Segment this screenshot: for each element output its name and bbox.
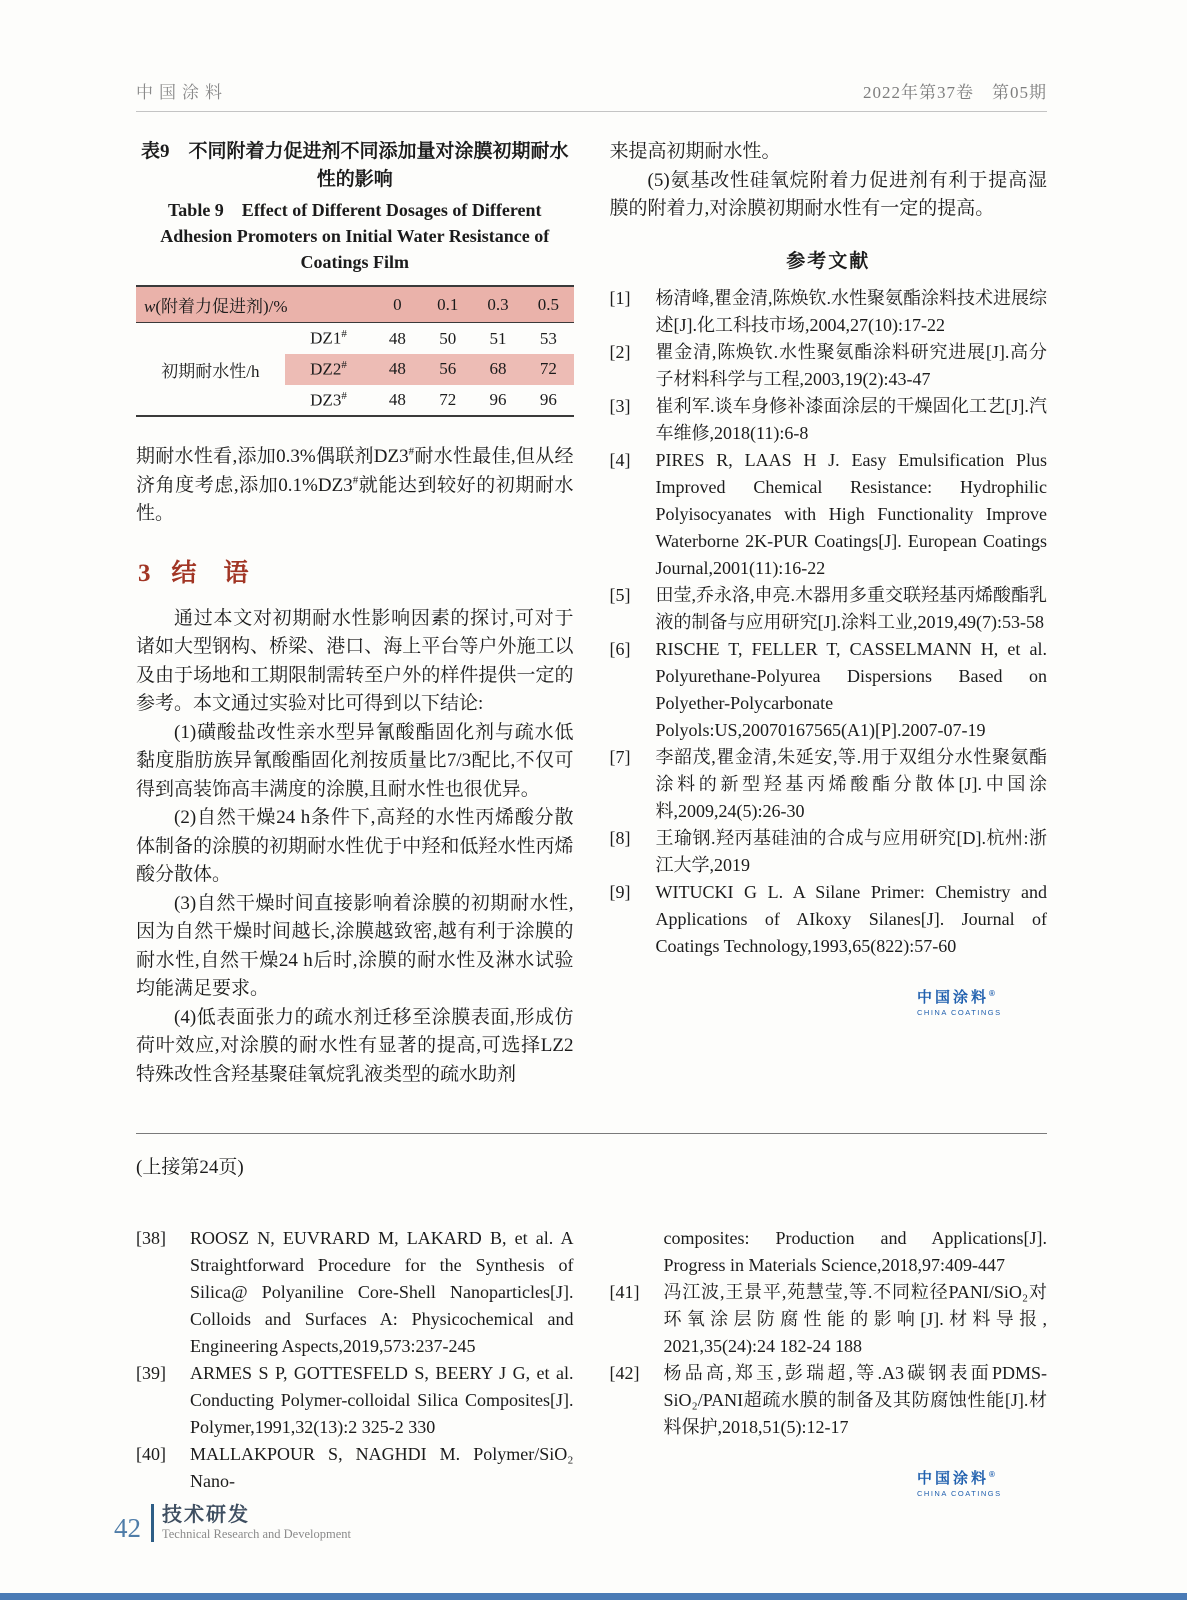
reference-text: ROOSZ N, EUVRARD M, LAKARD B, et al. A Straightforward Procedure for the Synthesis of Silica@ Polyaniline Core-Shell Nanoparticles[J]. Colloids and Surfaces A: Physicochemical and Engineering Aspects,2019,573:237-245 [190, 1228, 574, 1357]
table9-header-rest: (附着力促进剂)/% [155, 297, 288, 317]
table9-header-row [136, 286, 574, 323]
reference-item [136, 1360, 574, 1441]
section-heading-conclusion [138, 553, 574, 589]
reference-number [610, 1225, 664, 1279]
left-column [136, 138, 574, 1089]
reference-number: [41] [609, 1282, 640, 1303]
table9-sample [285, 323, 373, 354]
sample-name: DZ1 [310, 329, 342, 349]
header-divider [136, 111, 1047, 112]
table9-sample [285, 385, 373, 417]
table9-title-en: Table 9 Effect of Different Dosages of Different Adhesion Promoters on Initial Water Resistance of Coatings Film [160, 200, 550, 273]
reference-item [610, 1225, 1048, 1279]
table-cell: 48 [388, 390, 406, 410]
reference-text: PIRES R, LAAS H J. Easy Emulsification Plus Improved Chemical Resistance: Hydrophilic Polyisocyanates with High Functionality Improve Waterborne 2K-PUR Coatings[J]. European Coatings Journal,2001(11):16-22 [655, 449, 1047, 578]
reference-number: [1] [609, 287, 631, 308]
section-number: 3 [138, 559, 152, 587]
reference-item [610, 1279, 1048, 1360]
section-title: 结 语 [171, 559, 250, 587]
reference-number: [8] [609, 827, 631, 848]
table-cell: 68 [473, 354, 523, 385]
table-cell: 51 [489, 328, 507, 348]
paragraph-closing: 期耐水性看,添加0.3%偶联剂DZ3#耐水性最佳,但从经济角度考虑,添加0.1%DZ3#就能达到较好的初期耐水性。 [136, 446, 574, 525]
table9-dosage: 0.3 [473, 286, 523, 323]
reference-item [610, 879, 1048, 960]
right-column [610, 138, 1048, 1089]
journal-name: 中国涂料 [136, 83, 228, 102]
reference-number: [6] [609, 638, 631, 659]
continuation-left-column [136, 1225, 574, 1498]
reference-item [610, 1360, 1048, 1441]
continuation-right-column [610, 1225, 1048, 1498]
china-coatings-logo [917, 986, 1027, 1017]
table9-group-label: 初期耐水性/h [161, 361, 260, 381]
continuation-references [136, 1225, 1047, 1498]
reference-text: 杨清峰,瞿金清,陈焕钦.水性聚氨酯涂料技术进展综述[J].化工科技市场,2004,27(10):17-22 [655, 287, 1047, 335]
reference-item [610, 582, 1048, 636]
reference-text: 瞿金清,陈焕钦.水性聚氨酯涂料研究进展[J].高分子材料科学与工程,2003,19(2):43-47 [655, 341, 1047, 389]
registered-mark-icon: ® [989, 988, 995, 998]
paragraph-point-4: (4)低表面张力的疏水剂迁移至涂膜表面,形成仿荷叶效应,对涂膜的耐水性有显著的提高,可选择LZ2特殊改性含羟基聚硅氧烷乳液类型的疏水助剂 [136, 1006, 574, 1085]
reference-text: 田莹,乔永洛,申亮.木器用多重交联羟基丙烯酸酯乳液的制备与应用研究[J].涂料工业,2019,49(7):53-58 [655, 584, 1047, 632]
reference-item [136, 1441, 574, 1495]
reference-number: [40] [136, 1444, 166, 1465]
table-cell: 96 [539, 390, 557, 410]
logo-zh-text [917, 986, 1027, 1007]
reference-text: 王瑜钢.羟丙基硅油的合成与应用研究[D].杭州:浙江大学,2019 [655, 827, 1047, 875]
reference-number: [38] [136, 1228, 166, 1249]
reference-item [610, 744, 1048, 825]
logo-zh-text [917, 1467, 1027, 1488]
table9-dosage: 0 [372, 286, 422, 323]
footer-section-zh: 技术研发 [162, 1504, 250, 1526]
reference-text: 李韶茂,瞿金清,朱延安,等.用于双组分水性聚氨酯涂料的新型羟基丙烯酸酯分散体[J].中国涂料,2009,24(5):26-30 [655, 746, 1047, 821]
reference-text: 杨品高,郑玉,彭瑞超,等.A3碳钢表面PDMS-SiO₂/PANI超疏水膜的制备及其防腐蚀性能[J].材料保护,2018,51(5):12-17 [663, 1363, 1047, 1438]
paragraph-point-5: (5)氨基改性硅氧烷附着力促进剂有利于提高湿膜的附着力,对涂膜初期耐水性有一定的提高。 [609, 169, 1047, 219]
reference-number: [5] [609, 584, 631, 605]
table-row [136, 323, 574, 354]
reference-list [610, 1225, 1048, 1441]
reference-item [610, 447, 1048, 582]
paragraph-point-4-continuation: 来提高初期耐水性。 [609, 141, 781, 162]
table-cell: 72 [523, 354, 573, 385]
reference-item [610, 339, 1048, 393]
reference-text: 冯江波,王景平,苑慧莹,等.不同粒径PANI/SiO₂对环氧涂层防腐性能的影响[J].材料导报, 2021,35(24):24 182-24 188 [663, 1282, 1047, 1357]
references-heading: 参考文献 [786, 250, 871, 272]
reference-number: [3] [609, 395, 631, 416]
reference-number: [39] [136, 1363, 166, 1384]
reference-item [610, 285, 1048, 339]
table-cell: 72 [439, 390, 457, 410]
paragraph-conclusion-intro: 通过本文对初期耐水性影响因素的探讨,可对于诸如大型钢构、桥梁、港口、海上平台等户外施工以及由于场地和工期限制需转至户外的样件提供一定的参考。本文通过实验对比可得到以下结论: [136, 607, 574, 715]
reference-number: [42] [609, 1363, 640, 1384]
continuation-note: (上接第24页) [136, 1157, 244, 1179]
reference-number: [9] [609, 881, 631, 902]
table-cell: 48 [372, 354, 422, 385]
sup-mark: # [341, 359, 347, 372]
table9-dosage: 0.5 [523, 286, 573, 323]
reference-item [610, 636, 1048, 744]
issue-info: 2022年第37卷 第05期 [863, 83, 1047, 102]
reference-item [610, 393, 1048, 447]
reference-number: [4] [609, 449, 631, 470]
continuation-divider [136, 1133, 1047, 1134]
reference-text: RISCHE T, FELLER T, CASSELMANN H, et al. Polyurethane-Polyurea Dispersions Based on Polyether-Polycarbonate Polyols:US,20070167565(A1)[P].2007-07-19 [655, 638, 1047, 740]
table9-dosage: 0.1 [423, 286, 473, 323]
reference-text: WITUCKI G L. A Silane Primer: Chemistry and Applications of AIkoxy Silanes[J]. Journal of Coatings Technology,1993,65(822):57-60 [655, 881, 1047, 956]
table9-sample [285, 354, 373, 385]
table-cell: 53 [539, 328, 557, 348]
sup-mark: # [341, 328, 347, 341]
table-cell: 56 [423, 354, 473, 385]
paragraph-point-1: (1)磺酸盐改性亲水型异氰酸酯固化剂与疏水低黏度脂肪族异氰酸酯固化剂按质量比7/3配比,不仅可得到高装饰高丰满度的涂膜,且耐水性也很优异。 [136, 721, 574, 800]
table9-title-zh: 表9 不同附着力促进剂不同添加量对涂膜初期耐水性的影响 [140, 141, 569, 190]
page-header [136, 78, 1047, 103]
paragraph-point-2: (2)自然干燥24 h条件下,高羟的水性丙烯酸分散体制备的涂膜的初期耐水性优于中羟和低羟水性丙烯酸分散体。 [136, 807, 574, 886]
logo-zh-label: 中国涂料 [917, 1470, 990, 1488]
reference-item [610, 825, 1048, 879]
reference-number: [7] [609, 746, 631, 767]
page-footer [114, 1504, 351, 1542]
table9-header-label [136, 286, 372, 323]
bottom-accent-bar [0, 1593, 1187, 1600]
paragraph-point-3: (3)自然干燥时间直接影响着涂膜的初期耐水性,因为自然干燥时间越长,涂膜越致密,越有利于涂膜的耐水性,自然干燥24 h后时,涂膜的耐水性及淋水试验均能满足要求。 [136, 892, 574, 1000]
reference-text: MALLAKPOUR S, NAGHDI M. Polymer/SiO₂ Nano- [190, 1444, 574, 1492]
china-coatings-logo [917, 1467, 1027, 1498]
reference-list [136, 1225, 574, 1495]
reference-text: ARMES S P, GOTTESFELD S, BEERY J G, et al. Conducting Polymer-colloidal Silica Composites[J]. Polymer,1991,32(13):2 325-2 330 [190, 1363, 574, 1438]
logo-en-text: CHINA COATINGS [917, 1489, 1002, 1499]
table-cell: 48 [388, 328, 406, 348]
reference-text: composites: Production and Applications[J]. Progress in Materials Science,2018,97:409-447 [663, 1228, 1047, 1276]
reference-text: 崔利军.谈车身修补漆面涂层的干燥固化工艺[J].汽车维修,2018(11):6-8 [655, 395, 1047, 443]
logo-zh-label: 中国涂料 [917, 988, 990, 1006]
logo-en-text: CHINA COATINGS [917, 1007, 1002, 1017]
sample-name: DZ2 [310, 359, 342, 379]
main-content [136, 138, 1047, 1089]
reference-number: [2] [609, 341, 631, 362]
sample-name: DZ3 [310, 390, 342, 410]
table-cell: 96 [489, 390, 507, 410]
reference-list [610, 285, 1048, 960]
table-cell: 50 [439, 328, 457, 348]
footer-section [151, 1504, 351, 1542]
page-number: 42 [114, 1513, 141, 1543]
table9-header-w: w [144, 297, 156, 317]
footer-section-en: Technical Research and Development [162, 1527, 351, 1541]
table9 [136, 285, 574, 417]
reference-item [136, 1225, 574, 1360]
registered-mark-icon: ® [989, 1470, 995, 1480]
sup-mark: # [341, 389, 347, 402]
